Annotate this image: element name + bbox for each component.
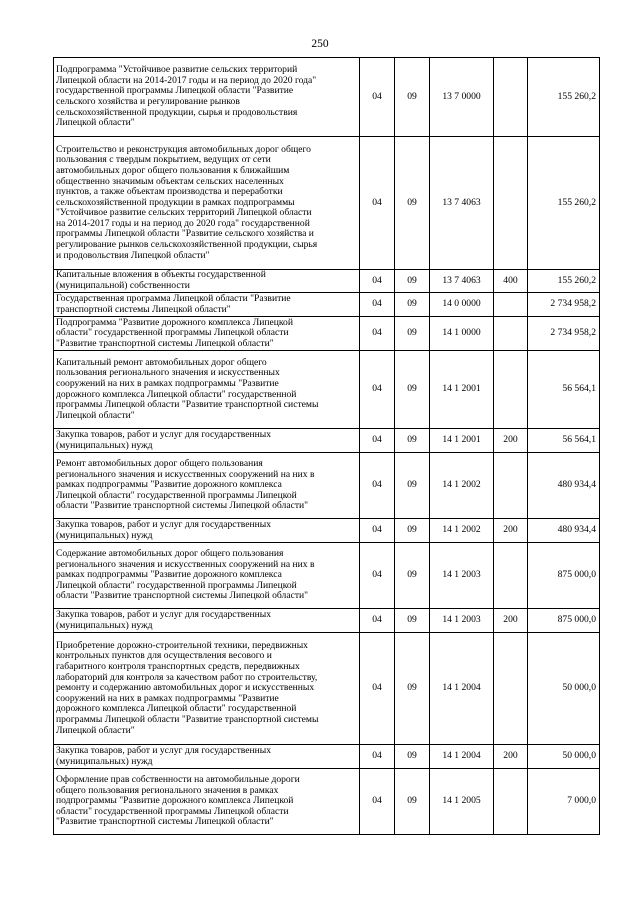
row-expense-type (494, 351, 528, 429)
row-section: 04 (360, 270, 395, 293)
row-subsection: 09 (395, 137, 430, 270)
row-amount: 155 260,2 (528, 58, 600, 137)
row-amount: 7 000,0 (528, 769, 600, 835)
page-number: 250 (311, 38, 329, 50)
row-subsection: 09 (395, 543, 430, 609)
row-amount: 2 734 958,2 (528, 293, 600, 317)
row-section: 04 (360, 769, 395, 835)
row-amount: 155 260,2 (528, 270, 600, 293)
row-subsection: 09 (395, 58, 430, 137)
table-row (54, 293, 600, 317)
table-row (54, 351, 600, 429)
row-target-article: 14 1 2004 (430, 633, 494, 745)
row-description: Подпрограмма "Устойчивое развитие сельских территорий Липецкой области на 2014-2017 годы и на период до 2020 года" государственной программы Липецкой области "Развитие сельского хозяйства и регулирование рынков сельскохозяйственной продукции, сырья и продовольствия Липецкой области" (54, 58, 360, 137)
row-amount: 480 934,4 (528, 453, 600, 519)
table-row (54, 543, 600, 609)
budget-table-body (54, 58, 600, 835)
row-description: Закупка товаров, работ и услуг для государственных (муниципальных) нужд (54, 429, 360, 453)
table-row (54, 745, 600, 769)
row-target-article: 13 7 0000 (430, 58, 494, 137)
row-target-article: 14 1 2003 (430, 543, 494, 609)
row-expense-type: 200 (494, 609, 528, 633)
row-expense-type (494, 453, 528, 519)
row-expense-type: 200 (494, 519, 528, 543)
row-section: 04 (360, 633, 395, 745)
row-description: Подпрограмма "Развитие дорожного комплекса Липецкой области" государственной программы Липецкой области "Развитие транспортной системы Липецкой области" (54, 317, 360, 351)
row-target-article: 14 1 2003 (430, 609, 494, 633)
row-subsection: 09 (395, 769, 430, 835)
row-description: Государственная программа Липецкой области "Развитие транспортной системы Липецкой области" (54, 293, 360, 317)
row-expense-type (494, 293, 528, 317)
row-description: Капитальный ремонт автомобильных дорог общего пользования регионального значения и искусственных сооружений на них в рамках подпрограммы "Развитие дорожного комплекса Липецкой области" государственной программы Липецкой области "Развитие транспортной системы Липецкой области" (54, 351, 360, 429)
table-row (54, 58, 600, 137)
table-row (54, 317, 600, 351)
table-row (54, 270, 600, 293)
row-amount: 50 000,0 (528, 745, 600, 769)
row-section: 04 (360, 429, 395, 453)
row-subsection: 09 (395, 745, 430, 769)
row-target-article: 14 1 2004 (430, 745, 494, 769)
row-subsection: 09 (395, 317, 430, 351)
row-section: 04 (360, 293, 395, 317)
row-subsection: 09 (395, 609, 430, 633)
row-target-article: 14 1 2005 (430, 769, 494, 835)
row-description: Закупка товаров, работ и услуг для государственных (муниципальных) нужд (54, 745, 360, 769)
row-section: 04 (360, 351, 395, 429)
row-subsection: 09 (395, 633, 430, 745)
table-row (54, 769, 600, 835)
row-target-article: 14 0 0000 (430, 293, 494, 317)
row-subsection: 09 (395, 270, 430, 293)
row-expense-type (494, 633, 528, 745)
row-expense-type: 400 (494, 270, 528, 293)
row-section: 04 (360, 519, 395, 543)
row-expense-type (494, 137, 528, 270)
row-expense-type: 200 (494, 745, 528, 769)
row-target-article: 14 1 2002 (430, 453, 494, 519)
row-expense-type (494, 58, 528, 137)
row-expense-type (494, 769, 528, 835)
row-subsection: 09 (395, 519, 430, 543)
row-description: Оформление прав собственности на автомобильные дороги общего пользования регионального значения в рамках подпрограммы "Развитие дорожного комплекса Липецкой области" государственной программы Липецкой области "Развитие транспортной системы Липецкой области" (54, 769, 360, 835)
row-amount: 56 564,1 (528, 351, 600, 429)
row-subsection: 09 (395, 351, 430, 429)
row-target-article: 14 1 2001 (430, 429, 494, 453)
row-description: Закупка товаров, работ и услуг для государственных (муниципальных) нужд (54, 609, 360, 633)
row-expense-type (494, 317, 528, 351)
table-row (54, 609, 600, 633)
row-target-article: 14 1 2001 (430, 351, 494, 429)
row-description: Закупка товаров, работ и услуг для государственных (муниципальных) нужд (54, 519, 360, 543)
table-row (54, 453, 600, 519)
row-section: 04 (360, 137, 395, 270)
row-target-article: 14 1 0000 (430, 317, 494, 351)
row-amount: 50 000,0 (528, 633, 600, 745)
row-section: 04 (360, 453, 395, 519)
row-amount: 875 000,0 (528, 609, 600, 633)
row-amount: 2 734 958,2 (528, 317, 600, 351)
row-amount: 56 564,1 (528, 429, 600, 453)
row-description: Строительство и реконструкция автомобильных дорог общего пользования с твердым покрытием, ведущих от сети автомобильных дорог общего пользования к ближайшим общественно значимым объектам сельских населенных пунктов, а также объектам производства и переработки сельскохозяйственной продукции в рамках подпрограммы "Устойчивое развитие сельских территорий Липецкой области на 2014-2017 годы и на период до 2020 года" государственной программы Липецкой области "Развитие сельского хозяйства и регулирование рынков сельскохозяйственной продукции, сырья и продовольствия Липецкой области" (54, 137, 360, 270)
row-expense-type: 200 (494, 429, 528, 453)
row-target-article: 14 1 2002 (430, 519, 494, 543)
row-description: Приобретение дорожно-строительной техники, передвижных контрольных пунктов для осуществления весового и габаритного контроля транспортных средств, передвижных лабораторий для контроля за качеством работ по строительству, ремонту и содержанию автомобильных дорог и искусственных сооружений на них в рамках подпрограммы "Развитие дорожного комплекса Липецкой области" государственной программы Липецкой области "Развитие транспортной системы Липецкой области" (54, 633, 360, 745)
row-description: Содержание автомобильных дорог общего пользования регионального значения и искусственных сооружений на них в рамках подпрограммы "Развитие дорожного комплекса Липецкой области" государственной программы Липецкой области "Развитие транспортной системы Липецкой области" (54, 543, 360, 609)
table-row (54, 519, 600, 543)
row-target-article: 13 7 4063 (430, 137, 494, 270)
row-amount: 155 260,2 (528, 137, 600, 270)
row-section: 04 (360, 58, 395, 137)
table-row (54, 137, 600, 270)
table-row (54, 633, 600, 745)
table-row (54, 429, 600, 453)
row-section: 04 (360, 543, 395, 609)
budget-table (53, 57, 600, 835)
row-expense-type (494, 543, 528, 609)
row-amount: 480 934,4 (528, 519, 600, 543)
row-target-article: 13 7 4063 (430, 270, 494, 293)
row-section: 04 (360, 317, 395, 351)
row-section: 04 (360, 609, 395, 633)
row-description: Капитальные вложения в объекты государственной (муниципальной) собственности (54, 270, 360, 293)
row-subsection: 09 (395, 429, 430, 453)
row-subsection: 09 (395, 453, 430, 519)
row-description: Ремонт автомобильных дорог общего пользования регионального значения и искусственных сооружений на них в рамках подпрограммы "Развитие дорожного комплекса Липецкой области" государственной программы Липецкой области "Развитие транспортной системы Липецкой области" (54, 453, 360, 519)
row-amount: 875 000,0 (528, 543, 600, 609)
row-subsection: 09 (395, 293, 430, 317)
row-section: 04 (360, 745, 395, 769)
